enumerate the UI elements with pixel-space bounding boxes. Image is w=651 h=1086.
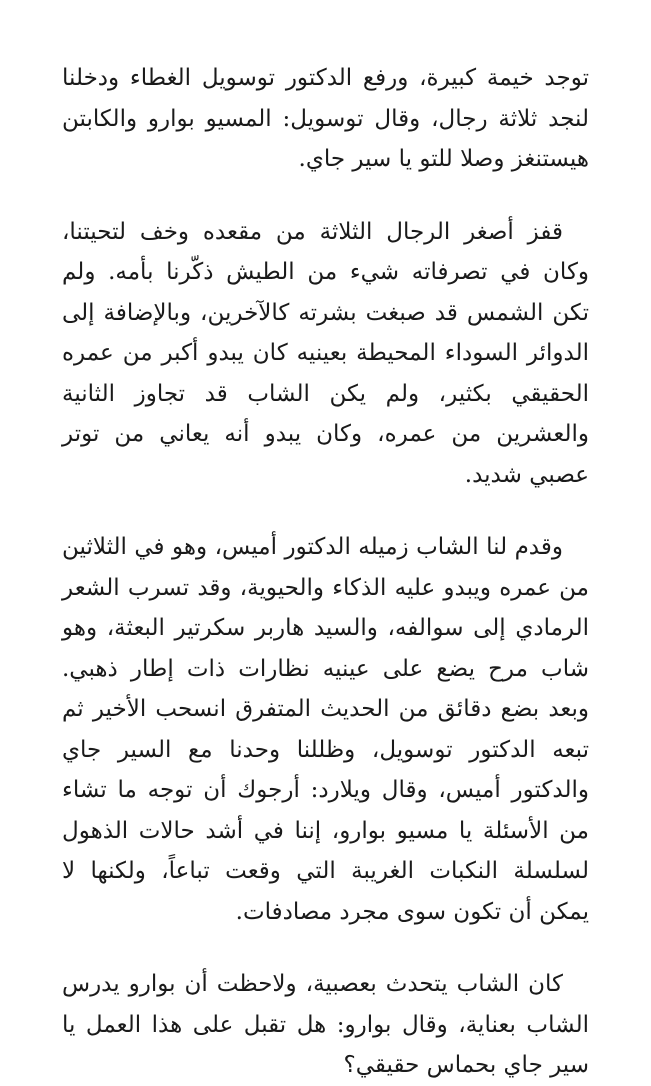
paragraph-2: قفز أصغر الرجال الثلاثة من مقعده وخف لتحيتنا، وكان في تصرفاته شيء من الطيش ذكّرنا بأمه. ولم تكن الشمس قد صبغت بشرته كالآخرين، وبالإضافة إلى الدوائر السوداء المحيطة بعينيه كان يبدو أكبر من عمره الحقيقي بكثير، ولم يكن الشاب قد تجاوز الثانية والعشرين من عمره، وكان يبدو أنه يعاني من توتر عصبي شديد. bbox=[62, 218, 589, 488]
paragraph-1: توجد خيمة كبيرة، ورفع الدكتور توسويل الغطاء ودخلنا لنجد ثلاثة رجال، وقال توسويل: المسيو بوارو والكابتن هيستنغز وصلا للتو يا سير جاي. bbox=[62, 65, 589, 172]
paragraph-3: وقدم لنا الشاب زميله الدكتور أميس، وهو في الثلاثين من عمره ويبدو عليه الذكاء والحيوية، وقد تسرب الشعر الرمادي إلى سوالفه، والسيد هاربر سكرتير البعثة، وهو شاب مرح يضع على عينيه نظارات ذات إطار ذهبي. وبعد بضع دقائق من الحديث المتفرق انسحب الأخير ثم تبعه الدكتور توسويل، وظللنا وحدنا مع السير جاي والدكتور أميس، وقال ويلارد: أرجوك أن توجه ما تشاء من الأسئلة يا مسيو بوارو، إننا في أشد حالات الذهول لسلسلة النكبات الغريبة التي وقعت تباعاً، ولكنها لا يمكن أن تكون سوى مجرد مصادفات. bbox=[62, 534, 589, 925]
paragraph-4: كان الشاب يتحدث بعصبية، ولاحظت أن بوارو يدرس الشاب بعناية، وقال بوارو: هل تقبل على هذا العمل يا سير جاي بحماس حقيقي؟ bbox=[62, 971, 589, 1078]
